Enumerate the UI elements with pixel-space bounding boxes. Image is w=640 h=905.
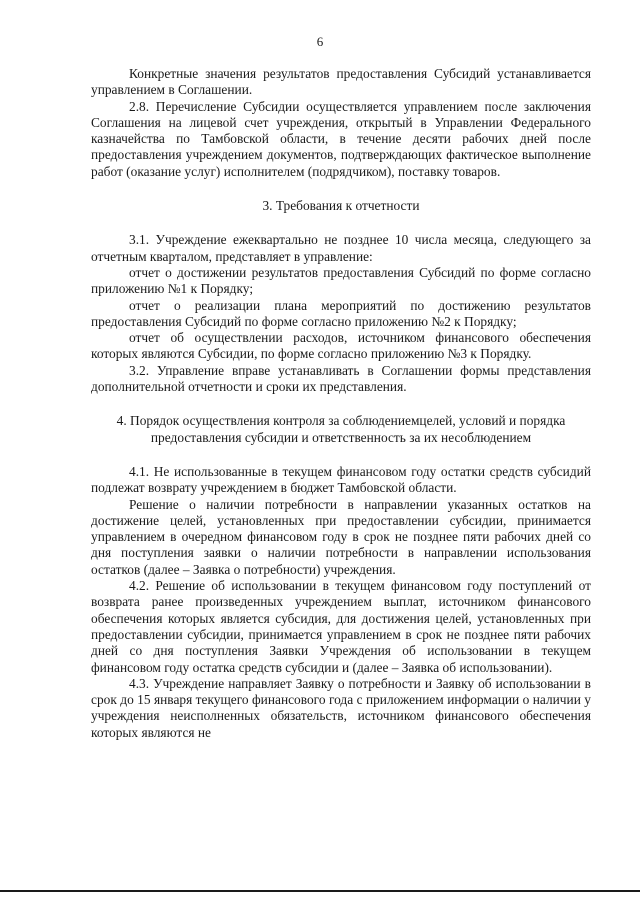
- paragraph-2-8: 2.8. Перечисление Субсидии осуществляется управлением после заключения Соглашения на лицевой счет учреждения, открытый в Управлении Федерального казначейства по Тамбовской области, в течение десяти рабочих дней после предоставления учреждением документов, подтверждающих фактическое выполнение работ (оказание услуг) исполнителем (подрядчиком), поставку товаров.: [91, 98, 591, 179]
- paragraph-4-2: 4.2. Решение об использовании в текущем финансовом году поступлений от возврата ранее произведенных учреждением выплат, источником финансового обеспечения которых является субсидия, для достижения целей, установленных при предоставлении субсидии, принимается управлением в срок не позднее пяти рабочих дней со дня поступления Заявки Учреждения об использовании в текущем финансовом году остатка средств субсидии и (далее – Заявка об использовании).: [91, 578, 591, 675]
- paragraph-report-results: отчет о достижении результатов предоставления Субсидий по форме согласно приложению №1 к Порядку;: [91, 264, 591, 297]
- paragraph-report-plan: отчет о реализации плана мероприятий по достижению результатов предоставления Субсидий по форме согласно приложению №2 к Порядку;: [91, 297, 591, 329]
- document-body: [91, 66, 591, 741]
- footer-rule: [0, 890, 640, 892]
- section-3-heading: 3. Требования к отчетности: [262, 198, 420, 214]
- paragraph-3-2: 3.2. Управление вправе устанавливать в Соглашении формы представления дополнительной отчетности и сроки их представления.: [91, 362, 591, 395]
- paragraph-results-values: Конкретные значения результатов предоставления Субсидий устанавливается управлением в Соглашении.: [91, 66, 591, 98]
- paragraph-4-3: 4.3. Учреждение направляет Заявку о потребности и Заявку об использовании в срок до 15 января текущего финансового года с приложением информации о наличии у учреждения неисполненных обязательств, источником финансового обеспечения которых являются не: [91, 675, 591, 740]
- section-4-heading-line2: предоставления субсидии и ответственность за их несоблюдением: [150, 429, 532, 445]
- paragraph-3-1: 3.1. Учреждение ежеквартально не позднее 10 числа месяца, следующего за отчетным кварталом, представляет в управление:: [91, 232, 591, 264]
- paragraph-decision-remainders: Решение о наличии потребности в направлении указанных остатков на достижение целей, установленных при предоставлении субсидии, принимается управлением в очередном финансовом году в срок не позднее пяти рабочих дней со дня поступления заявки о наличии потребности в направлении использования остатков (далее – Заявка о потребности) учреждения.: [91, 496, 591, 577]
- page-number: 6: [316, 34, 324, 49]
- paragraph-report-expenses: отчет об осуществлении расходов, источником финансового обеспечения которых являются Субсидии, по форме согласно приложению №3 к Порядку.: [91, 330, 591, 362]
- section-4-heading-line1: 4. Порядок осуществления контроля за соблюдениемцелей, условий и порядка: [116, 413, 566, 429]
- paragraph-4-1: 4.1. Не использованные в текущем финансовом году остатки средств субсидий подлежат возврату учреждением в бюджет Тамбовской области.: [91, 463, 591, 496]
